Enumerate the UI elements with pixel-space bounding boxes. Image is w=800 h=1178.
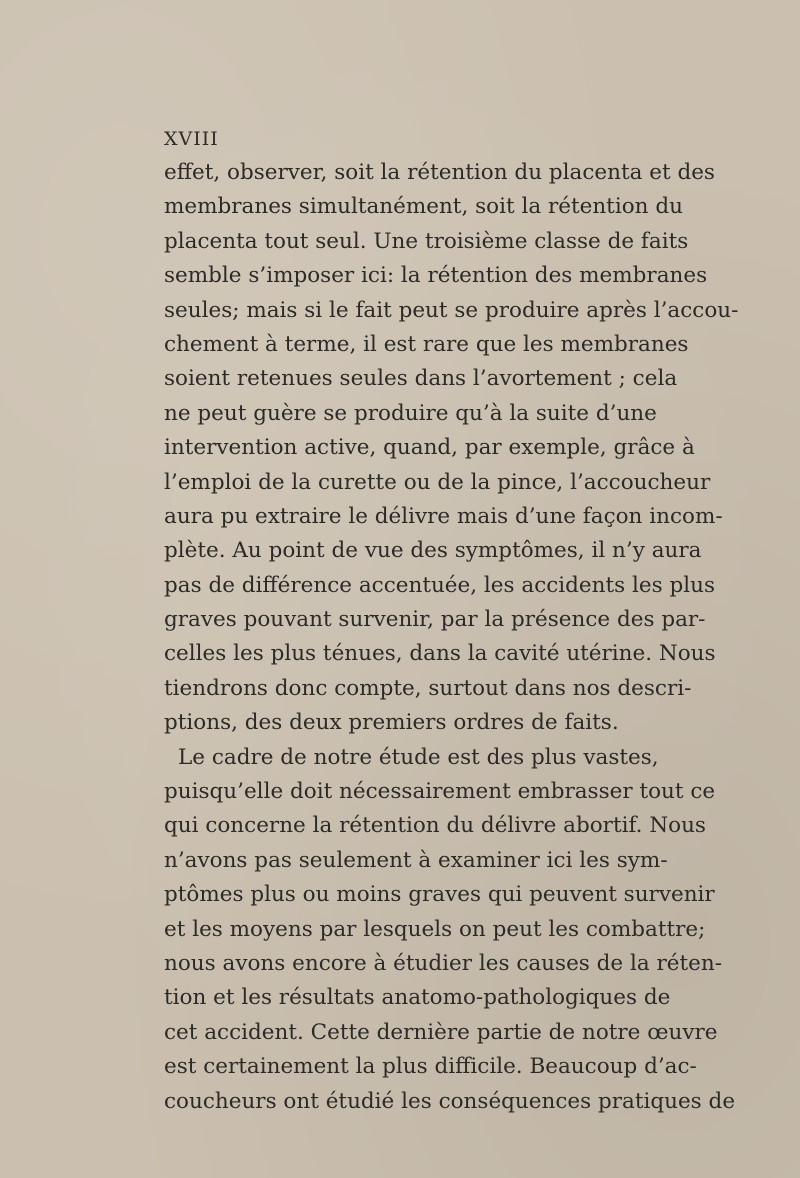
text-line: graves pouvant survenir, par la présence des par-	[164, 607, 706, 633]
text-line: ptômes plus ou moins graves qui peuvent survenir	[164, 882, 715, 908]
page-number: XVIII	[164, 128, 219, 150]
text-line: ne peut guère se produire qu’à la suite d’une	[164, 400, 657, 426]
text-line: pas de différence accentuée, les accidents les plus	[164, 572, 716, 598]
text-line: semble s’imposer ici: la rétention des membranes	[164, 263, 708, 289]
text-line-paragraph-start: Le cadre de notre étude est des plus vastes,	[178, 744, 659, 770]
text-line: seules; mais si le fait peut se produire après l’accou-	[164, 297, 739, 323]
text-line: nous avons encore à étudier les causes de la réten-	[164, 950, 722, 976]
text-line: est certainement la plus difficile. Beaucoup d’ac-	[164, 1054, 697, 1080]
text-line: l’emploi de la curette ou de la pince, l’accoucheur	[164, 469, 711, 495]
text-line: plète. Au point de vue des symptômes, il n’y aura	[164, 538, 702, 564]
text-line: placenta tout seul. Une troisième classe de faits	[164, 228, 689, 254]
text-line: coucheurs ont étudié les conséquences pratiques de	[164, 1088, 736, 1114]
text-line-paragraph-end: ptions, des deux premiers ordres de faits.	[164, 710, 619, 736]
text-line: puisqu’elle doit nécessairement embrasser tout ce	[164, 779, 716, 805]
text-line: effet, observer, soit la rétention du placenta et des	[164, 160, 715, 185]
text-line: membranes simultanément, soit la rétention du	[164, 194, 683, 220]
text-line: tion et les résultats anatomo-pathologiques de	[164, 985, 671, 1011]
body-text	[164, 156, 739, 1119]
text-line: chement à terme, il est rare que les membranes	[164, 331, 689, 357]
text-line: tiendrons donc compte, surtout dans nos descri-	[164, 675, 692, 701]
text-line: et les moyens par lesquels on peut les combattre;	[164, 916, 706, 942]
text-line: cet accident. Cette dernière partie de notre œuvre	[164, 1019, 718, 1045]
text-line: celles les plus ténues, dans la cavité utérine. Nous	[164, 641, 716, 667]
text-line: soient retenues seules dans l’avortement ; cela	[164, 366, 678, 392]
text-line: qui concerne la rétention du délivre abortif. Nous	[164, 813, 706, 839]
text-line: aura pu extraire le délivre mais d’une façon incom-	[164, 503, 723, 529]
text-line: intervention active, quand, par exemple, grâce à	[164, 435, 695, 461]
text-line: n’avons pas seulement à examiner ici les sym-	[164, 847, 668, 873]
